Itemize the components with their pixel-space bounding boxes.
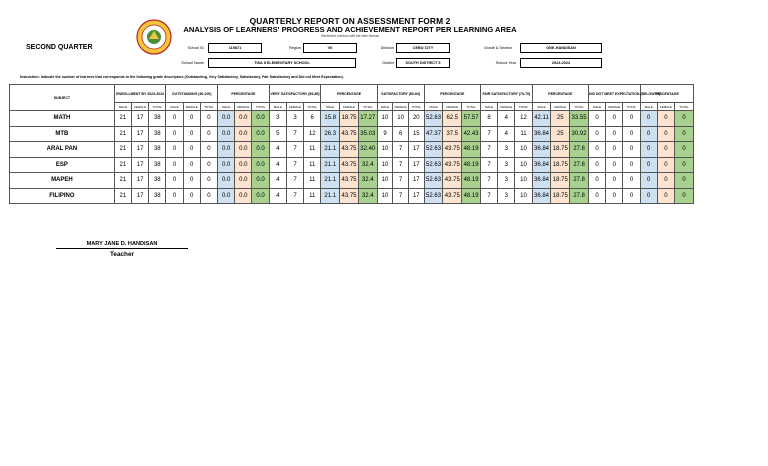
- table-row: [10, 173, 694, 189]
- value-cell: 10: [377, 111, 393, 127]
- sub-header-female: FEMALE: [657, 103, 674, 111]
- value-cell: 0: [657, 188, 674, 204]
- value-cell: 4: [498, 111, 515, 127]
- value-cell: 25: [551, 126, 570, 142]
- subject-cell: ESP: [10, 157, 115, 173]
- value-cell: 9: [377, 126, 393, 142]
- division-label: Division: [380, 46, 394, 50]
- value-cell: 43.75: [340, 142, 359, 158]
- group-header-7: FAIR SATISFACTORY (75-79): [481, 85, 533, 103]
- value-cell: 0: [183, 142, 200, 158]
- value-cell: 0: [200, 173, 217, 189]
- value-cell: 7: [481, 142, 498, 158]
- value-cell: 0: [640, 142, 657, 158]
- value-cell: 21: [114, 126, 131, 142]
- group-header-3: VERY SATISFACTORY (85-89): [269, 85, 321, 103]
- value-cell: 7: [286, 126, 303, 142]
- value-cell: 0: [588, 142, 605, 158]
- value-cell: 7: [393, 173, 409, 189]
- value-cell: 0.0: [218, 111, 235, 127]
- value-cell: 6: [304, 111, 321, 127]
- sub-header-female: FEMALE: [606, 103, 623, 111]
- value-cell: 0: [166, 111, 183, 127]
- value-cell: 30.92: [570, 126, 589, 142]
- value-cell: 18.75: [551, 157, 570, 173]
- value-cell: 17: [132, 173, 149, 189]
- quarter-label: SECOND QUARTER: [26, 44, 93, 51]
- value-cell: 0: [606, 173, 623, 189]
- table-row: [10, 126, 694, 142]
- value-cell: 0: [183, 126, 200, 142]
- value-cell: 0: [166, 157, 183, 173]
- value-cell: 0: [675, 188, 694, 204]
- value-cell: 0.0: [252, 111, 269, 127]
- value-cell: 0: [657, 157, 674, 173]
- value-cell: 43.75: [340, 126, 359, 142]
- sub-header-female: FEMALE: [394, 104, 407, 109]
- district-label: District: [382, 61, 394, 65]
- value-cell: 38: [149, 157, 166, 173]
- value-cell: 21.1: [321, 142, 340, 158]
- value-cell: 0: [640, 188, 657, 204]
- sub-header-male: MALE: [269, 103, 286, 111]
- sub-header-total: TOTAL: [462, 103, 481, 111]
- value-cell: 17: [408, 173, 424, 189]
- value-cell: 0: [606, 142, 623, 158]
- subject-cell: MATH: [10, 111, 115, 127]
- value-cell: 0: [623, 126, 640, 142]
- value-cell: 48.19: [462, 142, 481, 158]
- value-cell: 3: [498, 142, 515, 158]
- table-row: [10, 188, 694, 204]
- value-cell: 3: [269, 111, 286, 127]
- value-cell: 0: [606, 188, 623, 204]
- value-cell: 0.0: [252, 157, 269, 173]
- value-cell: 0.0: [235, 157, 252, 173]
- value-cell: 18.75: [551, 142, 570, 158]
- region-label: Region: [288, 46, 301, 50]
- value-cell: 0: [183, 188, 200, 204]
- subject-cell: MTB: [10, 126, 115, 142]
- sub-header-male: MALE: [218, 103, 235, 111]
- sub-header-female: FEMALE: [443, 103, 462, 111]
- value-cell: 25: [551, 111, 570, 127]
- value-cell: 21.1: [321, 173, 340, 189]
- value-cell: 4: [269, 188, 286, 204]
- value-cell: 0: [183, 111, 200, 127]
- subject-cell: FILIPINO: [10, 188, 115, 204]
- value-cell: 0.0: [218, 142, 235, 158]
- value-cell: 0: [675, 126, 694, 142]
- value-cell: 17: [132, 157, 149, 173]
- table-group-header-row: [10, 85, 694, 103]
- value-cell: 10: [377, 188, 393, 204]
- value-cell: 0: [200, 188, 217, 204]
- value-cell: 21: [114, 188, 131, 204]
- value-cell: 10: [515, 173, 532, 189]
- value-cell: 42.43: [462, 126, 481, 142]
- group-header-0: ENROLLMENT BY 2023-2024: [114, 85, 166, 103]
- sub-header-total: TOTAL: [200, 103, 217, 111]
- value-cell: 7: [393, 142, 409, 158]
- value-cell: 7: [286, 157, 303, 173]
- value-cell: 43.75: [443, 173, 462, 189]
- sub-header-male: MALE: [640, 103, 657, 111]
- value-cell: 11: [304, 157, 321, 173]
- value-cell: 5: [269, 126, 286, 142]
- value-cell: 17.27: [358, 111, 377, 127]
- value-cell: 47.37: [424, 126, 443, 142]
- sub-header-male: MALE: [377, 103, 393, 111]
- value-cell: 7: [481, 173, 498, 189]
- value-cell: 11: [304, 173, 321, 189]
- group-header-4: PERCENTAGE: [321, 85, 377, 103]
- value-cell: 0: [657, 173, 674, 189]
- value-cell: 11: [304, 188, 321, 204]
- group-header-1: OUTSTANDING (90-100): [166, 85, 218, 103]
- value-cell: 52.63: [424, 142, 443, 158]
- value-cell: 10: [515, 142, 532, 158]
- value-cell: 21: [114, 142, 131, 158]
- value-cell: 3: [498, 188, 515, 204]
- value-cell: 0: [623, 173, 640, 189]
- value-cell: 0: [640, 157, 657, 173]
- value-cell: 36.84: [532, 188, 551, 204]
- value-cell: 11: [304, 142, 321, 158]
- signatory-role: Teacher: [109, 251, 135, 258]
- value-cell: 37.5: [443, 126, 462, 142]
- value-cell: 18.75: [551, 173, 570, 189]
- sub-header-total: TOTAL: [515, 103, 532, 111]
- sub-header-total: TOTAL: [304, 103, 321, 111]
- sub-header-female: FEMALE: [498, 103, 515, 111]
- value-cell: 0: [606, 126, 623, 142]
- value-cell: 0.0: [235, 173, 252, 189]
- value-cell: 10: [377, 142, 393, 158]
- value-cell: 48.19: [462, 173, 481, 189]
- value-cell: 52.63: [424, 173, 443, 189]
- value-cell: 27.8: [570, 157, 589, 173]
- value-cell: 10: [377, 173, 393, 189]
- value-cell: 38: [149, 142, 166, 158]
- sub-header-female: FEMALE: [235, 103, 252, 111]
- value-cell: 27.8: [570, 188, 589, 204]
- value-cell: 0.0: [252, 188, 269, 204]
- table-row: [10, 142, 694, 158]
- value-cell: 27.8: [570, 173, 589, 189]
- value-cell: 38: [149, 173, 166, 189]
- value-cell: 4: [269, 157, 286, 173]
- sub-header-female: FEMALE: [286, 103, 303, 111]
- value-cell: 7: [286, 188, 303, 204]
- value-cell: 0: [606, 111, 623, 127]
- value-cell: 17: [132, 188, 149, 204]
- value-cell: 0: [640, 173, 657, 189]
- value-cell: 10: [515, 157, 532, 173]
- sub-header-male: MALE: [114, 103, 131, 111]
- value-cell: 17: [408, 188, 424, 204]
- value-cell: 0.0: [235, 188, 252, 204]
- value-cell: 36.84: [532, 157, 551, 173]
- value-cell: 43.75: [443, 142, 462, 158]
- value-cell: 38: [149, 188, 166, 204]
- value-cell: 0.0: [252, 173, 269, 189]
- value-cell: 11: [515, 126, 532, 142]
- sub-header-male: MALE: [166, 103, 183, 111]
- value-cell: 0: [200, 126, 217, 142]
- value-cell: 0: [675, 142, 694, 158]
- subject-header: SUBJECT: [10, 85, 115, 111]
- instruction-text: Instruction: Indicate the number of learners that corresponds to the following grade descriptors (Outstanding, Very Satisfactory, Satisfactory, Fair Satisfactory and Did not Meet Expectation).: [20, 75, 344, 79]
- value-cell: 4: [269, 142, 286, 158]
- division-field: CEBU CITY: [396, 43, 450, 53]
- sub-header-male: MALE: [424, 103, 443, 111]
- value-cell: 0: [606, 157, 623, 173]
- value-cell: 4: [498, 126, 515, 142]
- sub-header-female: FEMALE: [132, 103, 149, 111]
- signature-line: [56, 248, 188, 249]
- value-cell: 7: [481, 126, 498, 142]
- sub-header-total: TOTAL: [675, 103, 694, 111]
- value-cell: 15.8: [321, 111, 340, 127]
- value-cell: 0: [588, 111, 605, 127]
- value-cell: 0.0: [252, 126, 269, 142]
- sub-header-total: TOTAL: [408, 103, 424, 111]
- region-field: VII: [303, 43, 357, 53]
- signatory-name: MARY JANE D. HANDISAN: [86, 241, 158, 247]
- value-cell: 52.63: [424, 157, 443, 173]
- value-cell: 0: [623, 111, 640, 127]
- value-cell: 4: [269, 173, 286, 189]
- value-cell: 32.4: [358, 188, 377, 204]
- value-cell: 7: [286, 142, 303, 158]
- value-cell: 43.75: [443, 188, 462, 204]
- sub-header-total: TOTAL: [570, 103, 589, 111]
- value-cell: 12: [515, 111, 532, 127]
- value-cell: 21.1: [321, 157, 340, 173]
- value-cell: 32.40: [358, 142, 377, 158]
- value-cell: 0: [183, 157, 200, 173]
- value-cell: 21.1: [321, 188, 340, 204]
- value-cell: 0.0: [218, 188, 235, 204]
- sub-header-female: FEMALE: [183, 103, 200, 111]
- value-cell: 20: [408, 111, 424, 127]
- value-cell: 0: [623, 188, 640, 204]
- grade-section-label: Grade & Section: [484, 46, 512, 50]
- value-cell: 0: [623, 142, 640, 158]
- value-cell: 0: [200, 111, 217, 127]
- value-cell: 0: [675, 111, 694, 127]
- sub-header-female: FEMALE: [551, 103, 570, 111]
- value-cell: 0.0: [235, 111, 252, 127]
- sub-header-total: TOTAL: [623, 103, 640, 111]
- value-cell: 17: [132, 126, 149, 142]
- value-cell: 0: [166, 188, 183, 204]
- value-cell: 42.11: [532, 111, 551, 127]
- value-cell: 0.0: [252, 142, 269, 158]
- table-row: [10, 111, 694, 127]
- sub-header-male: MALE: [588, 103, 605, 111]
- sub-header-female: FEMALE: [340, 103, 359, 111]
- value-cell: 3: [498, 173, 515, 189]
- report-note: Revised to conform with the New Normal: [321, 34, 379, 38]
- value-cell: 10: [393, 111, 409, 127]
- value-cell: 0: [675, 173, 694, 189]
- sub-header-male: MALE: [532, 103, 551, 111]
- value-cell: 0: [183, 173, 200, 189]
- value-cell: 21: [114, 111, 131, 127]
- value-cell: 0: [675, 157, 694, 173]
- value-cell: 38: [149, 111, 166, 127]
- value-cell: 10: [377, 157, 393, 173]
- value-cell: 12: [304, 126, 321, 142]
- value-cell: 48.19: [462, 188, 481, 204]
- value-cell: 18.75: [340, 111, 359, 127]
- value-cell: 0: [588, 126, 605, 142]
- value-cell: 36.84: [532, 142, 551, 158]
- value-cell: 27.8: [570, 142, 589, 158]
- value-cell: 43.75: [340, 157, 359, 173]
- value-cell: 18.75: [551, 188, 570, 204]
- value-cell: 0: [200, 142, 217, 158]
- value-cell: 0: [657, 111, 674, 127]
- sub-header-male: MALE: [321, 103, 340, 111]
- value-cell: 48.19: [462, 157, 481, 173]
- group-header-10: PERCENTAGE: [640, 85, 693, 103]
- value-cell: 32.4: [358, 157, 377, 173]
- value-cell: 7: [286, 173, 303, 189]
- value-cell: 7: [393, 188, 409, 204]
- value-cell: 3: [498, 157, 515, 173]
- value-cell: 8: [481, 111, 498, 127]
- value-cell: 0: [166, 142, 183, 158]
- group-header-9: DID NOT MEET EXPECTATION (BELOW 75): [588, 85, 640, 103]
- value-cell: 43.75: [340, 173, 359, 189]
- value-cell: 7: [481, 157, 498, 173]
- value-cell: 36.84: [532, 126, 551, 142]
- value-cell: 0.0: [218, 173, 235, 189]
- value-cell: 0: [640, 111, 657, 127]
- school-year-field: 2023-2024: [520, 58, 602, 68]
- school-id-label: School ID: [187, 46, 204, 50]
- subject-cell: ARAL PAN: [10, 142, 115, 158]
- school-id-field: 119871: [208, 43, 262, 53]
- value-cell: 0: [657, 126, 674, 142]
- report-subtitle: ANALYSIS OF LEARNERS' PROGRESS AND ACHIEVEMENT REPORT PER LEARNING AREA: [183, 25, 517, 34]
- value-cell: 7: [393, 157, 409, 173]
- value-cell: 17: [408, 142, 424, 158]
- sub-header-total: TOTAL: [358, 103, 377, 111]
- group-header-6: PERCENTAGE: [424, 85, 480, 103]
- value-cell: 0.0: [218, 157, 235, 173]
- school-seal-logo: [136, 19, 172, 55]
- value-cell: 43.75: [340, 188, 359, 204]
- sub-header-male: MALE: [481, 103, 498, 111]
- value-cell: 0.0: [235, 126, 252, 142]
- value-cell: 52.63: [424, 111, 443, 127]
- value-cell: 0: [166, 126, 183, 142]
- value-cell: 0: [588, 188, 605, 204]
- value-cell: 17: [408, 157, 424, 173]
- value-cell: 17: [132, 111, 149, 127]
- value-cell: 0.0: [218, 126, 235, 142]
- value-cell: 52.63: [424, 188, 443, 204]
- value-cell: 15: [408, 126, 424, 142]
- value-cell: 43.75: [443, 157, 462, 173]
- value-cell: 0: [623, 157, 640, 173]
- district-field: SOUTH DISTRICT 5: [396, 58, 450, 68]
- value-cell: 0: [166, 173, 183, 189]
- grade-section-field: ONE-HANDISAN: [520, 43, 602, 53]
- value-cell: 0: [200, 157, 217, 173]
- table-row: [10, 157, 694, 173]
- value-cell: 6: [393, 126, 409, 142]
- school-year-label: School Year: [495, 61, 516, 65]
- sub-header-total: TOTAL: [252, 103, 269, 111]
- value-cell: 0: [588, 157, 605, 173]
- value-cell: 62.5: [443, 111, 462, 127]
- value-cell: 10: [515, 188, 532, 204]
- value-cell: 7: [481, 188, 498, 204]
- value-cell: 0: [640, 126, 657, 142]
- sub-header-total: TOTAL: [149, 103, 166, 111]
- value-cell: 17: [132, 142, 149, 158]
- value-cell: 32.4: [358, 173, 377, 189]
- value-cell: 3: [286, 111, 303, 127]
- value-cell: 26.3: [321, 126, 340, 142]
- value-cell: 0: [588, 173, 605, 189]
- value-cell: 0.0: [235, 142, 252, 158]
- value-cell: 36.84: [532, 173, 551, 189]
- value-cell: 21: [114, 157, 131, 173]
- subject-cell: MAPEH: [10, 173, 115, 189]
- report-title: QUARTERLY REPORT ON ASSESSMENT FORM 2: [249, 16, 451, 26]
- value-cell: 57.57: [462, 111, 481, 127]
- group-header-8: PERCENTAGE: [532, 85, 588, 103]
- value-cell: 0: [657, 142, 674, 158]
- group-header-2: PERCENTAGE: [218, 85, 270, 103]
- group-header-5: SATISFACTORY (80-84): [377, 85, 424, 103]
- school-name-field: TISA II ELEMENTARY SCHOOL: [208, 58, 356, 68]
- value-cell: 38: [149, 126, 166, 142]
- value-cell: 21: [114, 173, 131, 189]
- school-name-label: School Name: [181, 61, 204, 65]
- value-cell: 33.55: [570, 111, 589, 127]
- value-cell: 35.03: [358, 126, 377, 142]
- assessment-table: [9, 84, 694, 204]
